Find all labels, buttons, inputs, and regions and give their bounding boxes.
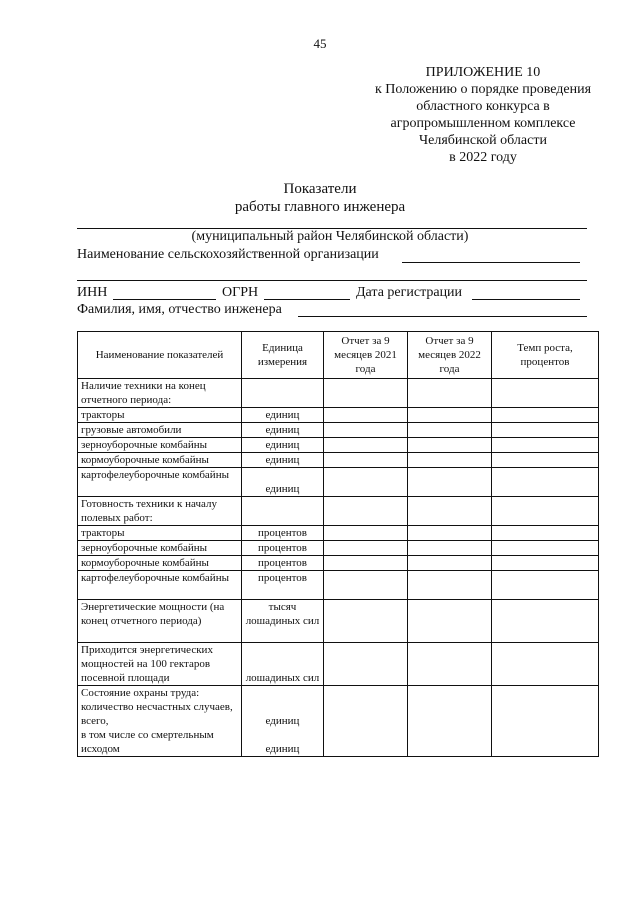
table-row — [78, 556, 599, 571]
row-name: количество несчастных случаев, всего, — [81, 701, 233, 727]
row-unit: процентов — [242, 526, 324, 541]
org-field-line[interactable] — [402, 262, 580, 263]
indicators-table — [77, 331, 599, 757]
table-row — [78, 571, 599, 600]
appendix-line: ПРИЛОЖЕНИЕ 10 — [425, 65, 541, 80]
row-unit: единиц — [242, 453, 324, 468]
row-name: зерноуборочные комбайны — [78, 541, 242, 556]
table-row — [78, 453, 599, 468]
row-unit: единиц — [242, 468, 324, 497]
header-report-2022: Отчет за 9 месяцев 2022 года — [408, 332, 492, 379]
safety-units — [242, 686, 324, 757]
appendix-line: в 2022 году — [449, 150, 517, 165]
title-line: работы главного инженера — [234, 199, 406, 215]
appendix-line: областного конкурса в — [416, 99, 550, 114]
row-name: Приходится энергетических мощностей на 100 гектаров посевной площади — [78, 643, 242, 686]
row-name: картофелеуборочные комбайны — [78, 571, 242, 600]
table-row — [78, 468, 599, 497]
title-line: Показатели — [283, 181, 357, 197]
row-unit: лошадиных сил — [242, 643, 324, 686]
row-name: тракторы — [78, 408, 242, 423]
table-row — [78, 423, 599, 438]
row-name: кормоуборочные комбайны — [78, 453, 242, 468]
table-row — [78, 600, 599, 643]
table-row — [78, 379, 599, 408]
header-indicator: Наименование показателей — [78, 332, 242, 379]
appendix-header — [338, 64, 628, 166]
row-name: кормоуборочные комбайны — [78, 556, 242, 571]
table-row — [78, 408, 599, 423]
row-name: зерноуборочные комбайны — [78, 438, 242, 453]
row-unit: единиц — [265, 715, 300, 727]
appendix-line: к Положению о порядке проведения — [374, 82, 592, 97]
row-name: картофелеуборочные комбайны — [78, 468, 242, 497]
section-title-equipment: Наличие техники на конец отчетного периода: — [78, 379, 242, 408]
appendix-line: Челябинской области — [419, 133, 547, 148]
row-name: тракторы — [78, 526, 242, 541]
ogrn-label: ОГРН — [222, 285, 259, 300]
header-unit: Единица измерения — [242, 332, 324, 379]
header-report-2021: Отчет за 9 месяцев 2021 года — [324, 332, 408, 379]
section-title-safety: Состояние охраны труда: — [81, 687, 200, 699]
reg-date-field-line[interactable] — [472, 299, 580, 300]
table-header-row — [78, 332, 599, 379]
table-row — [78, 541, 599, 556]
row-unit: единиц — [242, 438, 324, 453]
row-unit: единиц — [242, 408, 324, 423]
safety-block — [78, 686, 242, 757]
row-unit: процентов — [242, 571, 324, 600]
table-row — [78, 438, 599, 453]
engineer-field-line[interactable] — [298, 316, 587, 317]
inn-field-line[interactable] — [113, 299, 216, 300]
row-name: Энергетические мощности (на конец отчетного периода) — [78, 600, 242, 643]
row-unit: тысяч лошадиных сил — [242, 600, 324, 643]
document-title — [0, 180, 640, 216]
appendix-line: агропромышленном комплексе — [390, 116, 576, 131]
row-unit: единиц — [242, 423, 324, 438]
page-number: 45 — [313, 36, 327, 51]
row-unit: процентов — [242, 541, 324, 556]
table-row — [78, 526, 599, 541]
row-unit: процентов — [242, 556, 324, 571]
inn-label: ИНН — [77, 285, 108, 300]
org-label: Наименование сельскохозяйственной организации — [77, 247, 379, 262]
table-row — [78, 497, 599, 526]
section-title-readiness: Готовность техники к началу полевых работ: — [78, 497, 242, 526]
row-name: в том числе со смертельным исходом — [81, 729, 214, 755]
table-row — [78, 643, 599, 686]
district-caption: (муниципальный район Челябинской области) — [191, 229, 469, 244]
reg-date-label: Дата регистрации — [356, 285, 463, 300]
header-growth: Темп роста, процентов — [492, 332, 599, 379]
row-name: грузовые автомобили — [78, 423, 242, 438]
table-row — [78, 686, 599, 757]
row-unit: единиц — [265, 743, 300, 755]
engineer-label: Фамилия, имя, отчество инженера — [77, 302, 282, 317]
ogrn-field-line[interactable] — [264, 299, 350, 300]
org-field-line-2[interactable] — [77, 280, 587, 281]
